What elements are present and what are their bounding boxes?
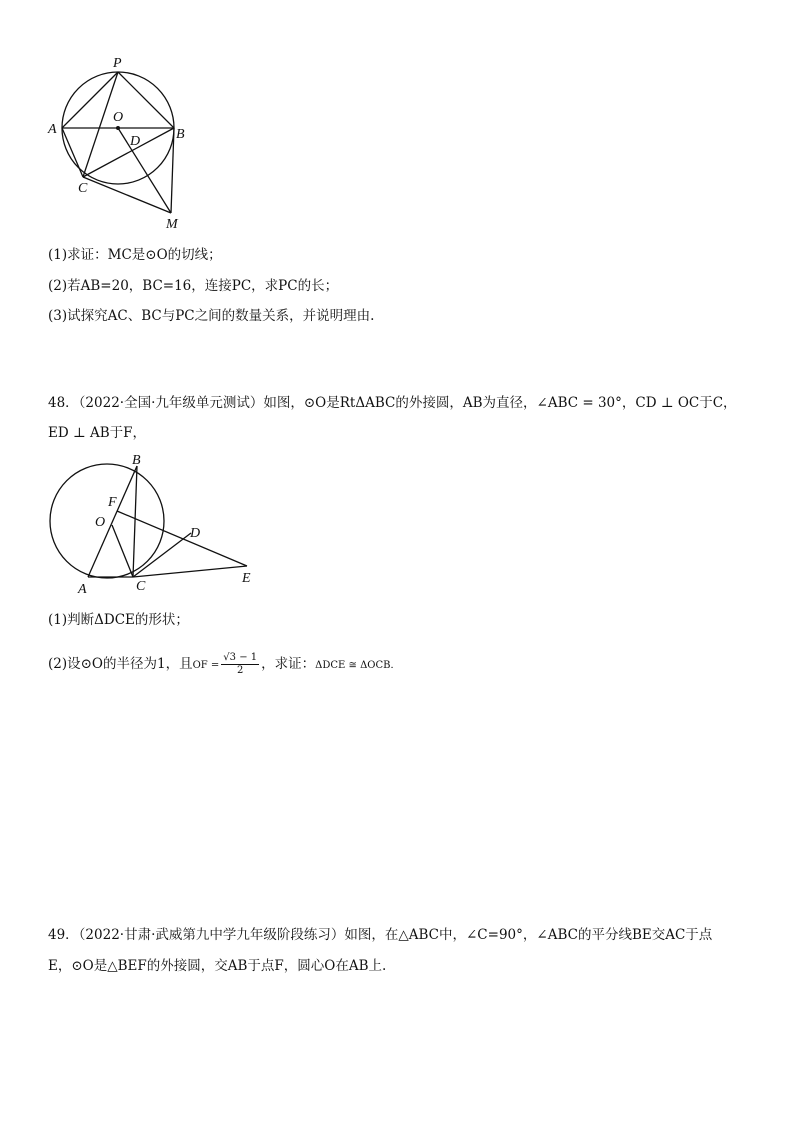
- q48-part2-post: ，求证：: [261, 656, 316, 672]
- q48-fraction: [221, 652, 259, 677]
- q47-part1: (1)求证：MC是⊙O的切线；: [48, 247, 222, 263]
- label-b: B: [176, 127, 185, 142]
- segment-pb: [118, 72, 174, 128]
- label-o: O: [113, 110, 124, 125]
- circle-o: [50, 464, 164, 578]
- q48-fraction-denominator: 2: [237, 665, 244, 676]
- label-e: E: [242, 571, 251, 586]
- figure-circle-dce: [40, 455, 270, 597]
- label-a: A: [78, 582, 87, 597]
- label-m: M: [166, 217, 178, 232]
- q48-of-lhs: OF =: [192, 660, 220, 671]
- label-f: F: [108, 495, 117, 510]
- segment-pa: [62, 72, 118, 128]
- segment-oc: [112, 525, 133, 577]
- q48-fraction-numerator: √3 − 1: [223, 652, 258, 663]
- label-d: D: [190, 526, 201, 541]
- point-o: [116, 126, 120, 130]
- label-c: C: [78, 181, 88, 196]
- label-a: A: [48, 122, 57, 137]
- segment-fe: [117, 511, 247, 566]
- segment-ac: [62, 128, 83, 177]
- q48-stem-line1: 48．（2022·全国·九年级单元测试）如图，⊙O是RtΔABC的外接圆，AB为直径，∠ABC = 30°，CD ⊥ OC于C，: [48, 395, 737, 411]
- label-b: B: [132, 455, 141, 468]
- q48-part2-prefix: (2)设⊙O的半径为1，且: [48, 656, 193, 672]
- segment-bc: [133, 466, 137, 577]
- label-c: C: [136, 579, 146, 594]
- figure-circle-pacbm: [40, 50, 200, 235]
- q49-stem-line2: E，⊙O是△BEF的外接圆，交AB于点F，圆心O在AB上.: [48, 958, 387, 974]
- q49-stem-line1: 49．（2022·甘肃·武威第九中学九年级阶段练习）如图，在△ABC中，∠C=90°，∠ABC的平分线BE交AC于点: [48, 927, 713, 943]
- q47-part3: (3)试探究AC、BC与PC之间的数量关系，并说明理由.: [48, 308, 375, 324]
- q48-part1: (1)判断ΔDCE的形状；: [48, 612, 189, 628]
- label-o: O: [95, 515, 106, 530]
- segment-cd: [133, 533, 191, 577]
- segment-ce: [133, 566, 247, 577]
- q48-congruence: ΔDCE ≅ ΔOCB．: [315, 660, 401, 671]
- label-p: P: [113, 56, 122, 71]
- q48-stem-line2: ED ⊥ AB于F，: [48, 425, 146, 441]
- q47-part2: (2)若AB=20，BC=16，连接PC，求PC的长；: [48, 278, 339, 294]
- segment-cm: [83, 177, 171, 213]
- segment-od: [118, 128, 171, 213]
- q48-part2: [48, 652, 401, 677]
- label-d: D: [130, 134, 141, 149]
